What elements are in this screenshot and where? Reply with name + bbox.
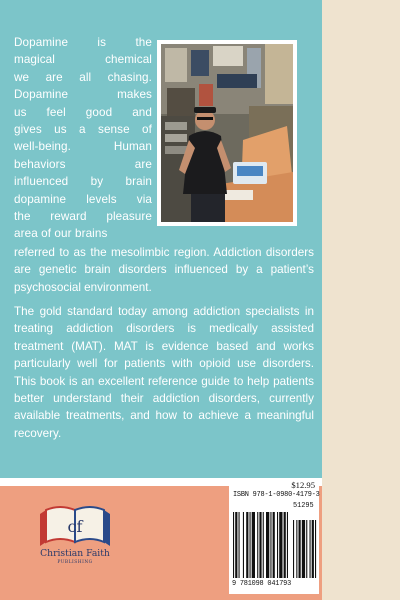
barcode-box: [229, 480, 319, 594]
intro-line: gives us a sense of: [14, 123, 152, 137]
author-photo: [157, 40, 297, 226]
barcode-bar: [279, 512, 282, 578]
barcode-bar: [273, 512, 275, 578]
isbn-label: ISBN 978-1-0980-4179-3: [233, 491, 320, 499]
addon-bar: [312, 520, 314, 578]
intro-line: well-being. Human: [14, 140, 152, 154]
price-label: $12.95: [291, 480, 315, 490]
barcode-bar: [243, 512, 244, 578]
publisher-logo: [30, 500, 120, 586]
publisher-sub: PUBLISHING: [57, 560, 93, 565]
treatment-paragraph: The gold standard today among addiction specialists in treating addiction disorders is medically assisted treatment (MAT). MAT is evidence based and works particularly well for patients with opioid use disorders. This book is an excellent reference guide to help patients better understand their addiction disorders, currently available treatments, and how to achieve a meaningful recovery.: [14, 305, 314, 440]
price-addon-digits: 51295: [293, 502, 314, 510]
barcode-bars: [233, 502, 317, 582]
barcode-bar: [233, 512, 234, 578]
intro-line: magical chemical: [14, 53, 152, 67]
intro-line: area of our brains: [14, 227, 108, 241]
addon-bar: [310, 520, 311, 578]
isbn-digits: 9 781098 041793: [232, 580, 292, 588]
addon-bar: [306, 520, 307, 578]
barcode-bar: [266, 512, 269, 578]
addon-bar: [315, 520, 316, 578]
intro-paragraph-wrapped-lines: [14, 34, 152, 243]
barcode-bar: [235, 512, 237, 578]
book-spine: [322, 0, 400, 600]
barcode-bar: [252, 512, 255, 578]
intro-line: Dopamine makes: [14, 88, 152, 102]
barcode-bar: [239, 512, 240, 578]
barcode-bar: [277, 512, 278, 578]
publisher-name: Christian Faith: [40, 548, 110, 559]
barcode-bar: [246, 512, 248, 578]
addon-bar: [293, 520, 294, 578]
addon-bar: [296, 520, 297, 578]
barcode-bar: [250, 512, 251, 578]
intro-line: us feel good and: [14, 105, 152, 119]
intro-paragraph-continuation: referred to as the mesolimbic region. Addiction disorders are genetic brain disorders influenced by a patient’s psychosocial environment.: [14, 246, 314, 294]
barcode-bar: [284, 512, 286, 578]
intro-line: behaviors are: [14, 157, 152, 171]
addon-bar: [302, 520, 305, 578]
intro-line: the reward pleasure: [14, 210, 152, 224]
publisher-book-icon: [30, 500, 120, 548]
barcode-bar: [259, 512, 261, 578]
publisher-mark: cf: [67, 517, 83, 536]
intro-line: we are all chasing.: [14, 70, 152, 84]
author-photo-illustration: [161, 44, 293, 222]
barcode-bar: [270, 512, 271, 578]
barcode-bar: [287, 512, 288, 578]
intro-line: dopamine levels via: [14, 192, 152, 206]
addon-bar: [299, 520, 301, 578]
intro-line: influenced by brain: [14, 175, 152, 189]
barcode-bar: [263, 512, 264, 578]
barcode-bar: [257, 512, 258, 578]
intro-line: Dopamine is the: [14, 36, 152, 49]
